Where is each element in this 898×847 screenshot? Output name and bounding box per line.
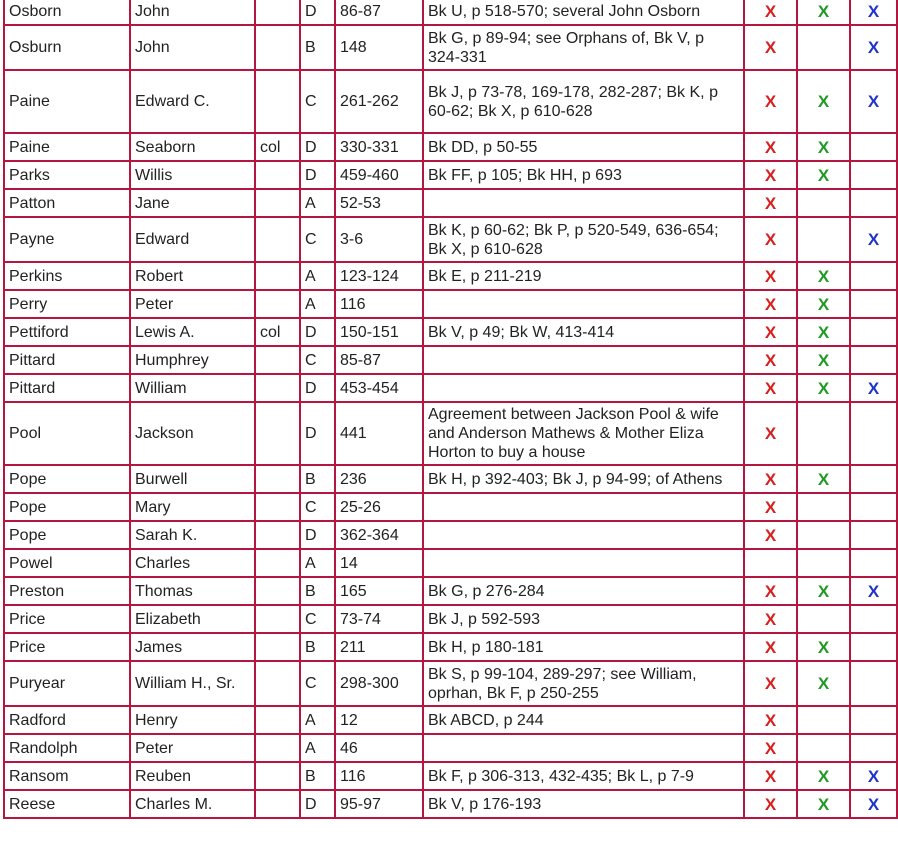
pages-cell: 453-454: [335, 374, 423, 402]
green-x-mark: X: [817, 1, 830, 21]
green-x-mark: X: [817, 637, 830, 657]
table-row: [4, 577, 897, 605]
surname-cell: Paine: [4, 133, 130, 161]
red-x-mark: X: [764, 92, 777, 111]
mark-blue-cell: [850, 465, 897, 493]
references-cell: Bk S, p 99-104, 289-297; see William, oprhan, Bk F, p 250-255: [423, 661, 744, 706]
blue-x-mark: X: [867, 38, 880, 57]
category-cell: D: [300, 402, 335, 465]
category-cell: A: [300, 290, 335, 318]
category-cell: D: [300, 133, 335, 161]
given-name-cell: Willis: [130, 161, 255, 189]
red-x-mark: X: [764, 609, 777, 629]
mark-red-cell: [744, 189, 797, 217]
mark-green-cell: [797, 577, 850, 605]
green-x-mark: X: [817, 581, 830, 601]
table-row: [4, 734, 897, 762]
note-cell: [255, 465, 300, 493]
mark-green-cell: [797, 465, 850, 493]
red-x-mark: X: [764, 230, 777, 249]
green-x-mark: X: [817, 674, 830, 693]
given-name-cell: Edward C.: [130, 70, 255, 133]
references-cell: Bk E, p 211-219: [423, 262, 744, 290]
mark-red-cell: [744, 161, 797, 189]
mark-green-cell: [797, 605, 850, 633]
surname-cell: Ransom: [4, 762, 130, 790]
mark-blue-cell: [850, 189, 897, 217]
green-x-mark: X: [817, 165, 830, 185]
pages-cell: 459-460: [335, 161, 423, 189]
category-cell: A: [300, 262, 335, 290]
mark-red-cell: [744, 70, 797, 133]
mark-green-cell: [797, 633, 850, 661]
references-cell: Bk V, p 176-193: [423, 790, 744, 818]
pages-cell: 52-53: [335, 189, 423, 217]
surname-cell: Perkins: [4, 262, 130, 290]
pages-cell: 330-331: [335, 133, 423, 161]
surname-cell: Powel: [4, 549, 130, 577]
surname-cell: Radford: [4, 706, 130, 734]
table-row: [4, 262, 897, 290]
green-x-mark: X: [817, 794, 830, 814]
given-name-cell: Mary: [130, 493, 255, 521]
given-name-cell: Jane: [130, 189, 255, 217]
surname-cell: Reese: [4, 790, 130, 818]
mark-green-cell: [797, 161, 850, 189]
surname-cell: Pope: [4, 465, 130, 493]
mark-green-cell: [797, 189, 850, 217]
mark-blue-cell: [850, 25, 897, 70]
references-cell: Bk K, p 60-62; Bk P, p 520-549, 636-654; Bk X, p 610-628: [423, 217, 744, 262]
blue-x-mark: X: [867, 230, 880, 249]
mark-red-cell: [744, 577, 797, 605]
table-row: [4, 402, 897, 465]
given-name-cell: Jackson: [130, 402, 255, 465]
pages-cell: 148: [335, 25, 423, 70]
mark-blue-cell: [850, 633, 897, 661]
mark-blue-cell: [850, 790, 897, 818]
mark-green-cell: [797, 734, 850, 762]
pages-cell: 211: [335, 633, 423, 661]
given-name-cell: John: [130, 0, 255, 25]
note-cell: [255, 493, 300, 521]
pages-cell: 86-87: [335, 0, 423, 25]
given-name-cell: Henry: [130, 706, 255, 734]
pages-cell: 236: [335, 465, 423, 493]
surname-cell: Price: [4, 605, 130, 633]
mark-green-cell: [797, 217, 850, 262]
mark-green-cell: [797, 549, 850, 577]
note-cell: [255, 605, 300, 633]
mark-blue-cell: [850, 521, 897, 549]
pages-cell: 25-26: [335, 493, 423, 521]
table-row: [4, 493, 897, 521]
note-cell: col: [255, 318, 300, 346]
table-row: [4, 0, 897, 25]
pages-cell: 362-364: [335, 521, 423, 549]
mark-green-cell: [797, 661, 850, 706]
mark-red-cell: [744, 318, 797, 346]
references-cell: Bk H, p 392-403; Bk J, p 94-99; of Athens: [423, 465, 744, 493]
mark-blue-cell: [850, 577, 897, 605]
records-table: [3, 0, 898, 819]
blue-x-mark: X: [867, 92, 880, 111]
table-row: [4, 549, 897, 577]
references-cell: [423, 346, 744, 374]
red-x-mark: X: [764, 1, 777, 21]
table-row: [4, 70, 897, 133]
note-cell: [255, 189, 300, 217]
mark-blue-cell: [850, 290, 897, 318]
given-name-cell: Elizabeth: [130, 605, 255, 633]
blue-x-mark: X: [867, 1, 880, 21]
mark-green-cell: [797, 0, 850, 25]
red-x-mark: X: [764, 525, 777, 545]
mark-blue-cell: [850, 493, 897, 521]
surname-cell: Parks: [4, 161, 130, 189]
green-x-mark: X: [817, 137, 830, 157]
table-row: [4, 318, 897, 346]
mark-green-cell: [797, 133, 850, 161]
mark-blue-cell: [850, 346, 897, 374]
red-x-mark: X: [764, 738, 777, 758]
green-x-mark: X: [817, 469, 830, 489]
mark-red-cell: [744, 25, 797, 70]
green-x-mark: X: [817, 378, 830, 398]
mark-green-cell: [797, 290, 850, 318]
category-cell: A: [300, 549, 335, 577]
mark-red-cell: [744, 346, 797, 374]
mark-green-cell: [797, 262, 850, 290]
given-name-cell: Sarah K.: [130, 521, 255, 549]
mark-green-cell: [797, 374, 850, 402]
surname-cell: Pool: [4, 402, 130, 465]
category-cell: B: [300, 762, 335, 790]
surname-cell: Pettiford: [4, 318, 130, 346]
note-cell: [255, 262, 300, 290]
table-row: [4, 633, 897, 661]
table-row: [4, 290, 897, 318]
note-cell: [255, 70, 300, 133]
table-row: [4, 161, 897, 189]
references-cell: [423, 290, 744, 318]
table-row: [4, 762, 897, 790]
table-row: [4, 706, 897, 734]
mark-red-cell: [744, 521, 797, 549]
given-name-cell: Lewis A.: [130, 318, 255, 346]
mark-red-cell: [744, 465, 797, 493]
green-x-mark: X: [817, 766, 830, 786]
given-name-cell: Robert: [130, 262, 255, 290]
red-x-mark: X: [764, 710, 777, 730]
references-cell: Bk J, p 592-593: [423, 605, 744, 633]
category-cell: C: [300, 493, 335, 521]
pages-cell: 116: [335, 290, 423, 318]
category-cell: A: [300, 189, 335, 217]
mark-blue-cell: [850, 0, 897, 25]
mark-blue-cell: [850, 161, 897, 189]
given-name-cell: Burwell: [130, 465, 255, 493]
surname-cell: Patton: [4, 189, 130, 217]
mark-green-cell: [797, 762, 850, 790]
note-cell: [255, 706, 300, 734]
table-row: [4, 521, 897, 549]
category-cell: C: [300, 70, 335, 133]
surname-cell: Pope: [4, 493, 130, 521]
pages-cell: 12: [335, 706, 423, 734]
mark-red-cell: [744, 290, 797, 318]
red-x-mark: X: [764, 469, 777, 489]
mark-red-cell: [744, 706, 797, 734]
table-row: [4, 465, 897, 493]
note-cell: [255, 374, 300, 402]
category-cell: D: [300, 318, 335, 346]
green-x-mark: X: [817, 322, 830, 342]
mark-green-cell: [797, 493, 850, 521]
surname-cell: Pittard: [4, 346, 130, 374]
category-cell: B: [300, 465, 335, 493]
note-cell: [255, 790, 300, 818]
records-body: [4, 0, 897, 818]
category-cell: D: [300, 521, 335, 549]
mark-red-cell: [744, 549, 797, 577]
pages-cell: 116: [335, 762, 423, 790]
given-name-cell: John: [130, 25, 255, 70]
note-cell: [255, 577, 300, 605]
table-row: [4, 790, 897, 818]
table-row: [4, 133, 897, 161]
red-x-mark: X: [764, 637, 777, 657]
table-row: [4, 374, 897, 402]
mark-green-cell: [797, 706, 850, 734]
mark-blue-cell: [850, 706, 897, 734]
red-x-mark: X: [764, 322, 777, 342]
surname-cell: Randolph: [4, 734, 130, 762]
blue-x-mark: X: [867, 766, 880, 786]
red-x-mark: X: [764, 266, 777, 286]
note-cell: [255, 290, 300, 318]
mark-blue-cell: [850, 734, 897, 762]
mark-blue-cell: [850, 402, 897, 465]
pages-cell: 441: [335, 402, 423, 465]
note-cell: col: [255, 133, 300, 161]
note-cell: [255, 25, 300, 70]
note-cell: [255, 346, 300, 374]
surname-cell: Osborn: [4, 0, 130, 25]
given-name-cell: Peter: [130, 290, 255, 318]
red-x-mark: X: [764, 424, 777, 443]
note-cell: [255, 762, 300, 790]
mark-blue-cell: [850, 661, 897, 706]
mark-blue-cell: [850, 217, 897, 262]
category-cell: B: [300, 577, 335, 605]
blue-x-mark: X: [867, 581, 880, 601]
red-x-mark: X: [764, 766, 777, 786]
red-x-mark: X: [764, 674, 777, 693]
red-x-mark: X: [764, 137, 777, 157]
note-cell: [255, 0, 300, 25]
references-cell: Bk G, p 276-284: [423, 577, 744, 605]
category-cell: A: [300, 734, 335, 762]
references-cell: [423, 549, 744, 577]
given-name-cell: Humphrey: [130, 346, 255, 374]
table-row: [4, 605, 897, 633]
given-name-cell: Thomas: [130, 577, 255, 605]
mark-red-cell: [744, 217, 797, 262]
surname-cell: Price: [4, 633, 130, 661]
mark-green-cell: [797, 346, 850, 374]
red-x-mark: X: [764, 193, 777, 213]
references-cell: Bk G, p 89-94; see Orphans of, Bk V, p 324-331: [423, 25, 744, 70]
mark-blue-cell: [850, 605, 897, 633]
references-cell: Bk FF, p 105; Bk HH, p 693: [423, 161, 744, 189]
given-name-cell: Charles: [130, 549, 255, 577]
references-cell: Bk H, p 180-181: [423, 633, 744, 661]
surname-cell: Puryear: [4, 661, 130, 706]
category-cell: A: [300, 706, 335, 734]
mark-red-cell: [744, 0, 797, 25]
note-cell: [255, 661, 300, 706]
mark-red-cell: [744, 762, 797, 790]
references-cell: Bk J, p 73-78, 169-178, 282-287; Bk K, p 60-62; Bk X, p 610-628: [423, 70, 744, 133]
blue-x-mark: X: [867, 378, 880, 398]
red-x-mark: X: [764, 38, 777, 57]
red-x-mark: X: [764, 581, 777, 601]
references-cell: Agreement between Jackson Pool & wife and Anderson Mathews & Mother Eliza Horton to buy a house: [423, 402, 744, 465]
category-cell: C: [300, 346, 335, 374]
surname-cell: Preston: [4, 577, 130, 605]
category-cell: D: [300, 161, 335, 189]
note-cell: [255, 549, 300, 577]
given-name-cell: William: [130, 374, 255, 402]
given-name-cell: Seaborn: [130, 133, 255, 161]
surname-cell: Pope: [4, 521, 130, 549]
note-cell: [255, 734, 300, 762]
references-cell: Bk U, p 518-570; several John Osborn: [423, 0, 744, 25]
table-row: [4, 25, 897, 70]
references-cell: [423, 374, 744, 402]
mark-blue-cell: [850, 262, 897, 290]
given-name-cell: Peter: [130, 734, 255, 762]
category-cell: D: [300, 374, 335, 402]
red-x-mark: X: [764, 294, 777, 314]
category-cell: D: [300, 0, 335, 25]
mark-blue-cell: [850, 762, 897, 790]
note-cell: [255, 633, 300, 661]
mark-green-cell: [797, 70, 850, 133]
category-cell: C: [300, 605, 335, 633]
mark-green-cell: [797, 521, 850, 549]
references-cell: Bk DD, p 50-55: [423, 133, 744, 161]
references-cell: Bk V, p 49; Bk W, 413-414: [423, 318, 744, 346]
surname-cell: Paine: [4, 70, 130, 133]
mark-red-cell: [744, 374, 797, 402]
red-x-mark: X: [764, 350, 777, 370]
surname-cell: Pittard: [4, 374, 130, 402]
pages-cell: 14: [335, 549, 423, 577]
green-x-mark: X: [817, 294, 830, 314]
given-name-cell: William H., Sr.: [130, 661, 255, 706]
red-x-mark: X: [764, 794, 777, 814]
mark-red-cell: [744, 790, 797, 818]
blue-x-mark: X: [867, 794, 880, 814]
mark-green-cell: [797, 25, 850, 70]
green-x-mark: X: [817, 92, 830, 111]
references-cell: Bk F, p 306-313, 432-435; Bk L, p 7-9: [423, 762, 744, 790]
note-cell: [255, 521, 300, 549]
pages-cell: 150-151: [335, 318, 423, 346]
surname-cell: Perry: [4, 290, 130, 318]
note-cell: [255, 217, 300, 262]
mark-green-cell: [797, 402, 850, 465]
mark-red-cell: [744, 402, 797, 465]
mark-red-cell: [744, 133, 797, 161]
mark-red-cell: [744, 633, 797, 661]
references-cell: [423, 189, 744, 217]
mark-blue-cell: [850, 549, 897, 577]
surname-cell: Osburn: [4, 25, 130, 70]
category-cell: B: [300, 25, 335, 70]
mark-blue-cell: [850, 374, 897, 402]
red-x-mark: X: [764, 378, 777, 398]
table-row: [4, 661, 897, 706]
references-cell: Bk ABCD, p 244: [423, 706, 744, 734]
references-cell: [423, 493, 744, 521]
table-row: [4, 217, 897, 262]
mark-green-cell: [797, 318, 850, 346]
pages-cell: 298-300: [335, 661, 423, 706]
mark-blue-cell: [850, 70, 897, 133]
pages-cell: 3-6: [335, 217, 423, 262]
green-x-mark: X: [817, 266, 830, 286]
category-cell: C: [300, 661, 335, 706]
category-cell: D: [300, 790, 335, 818]
given-name-cell: Edward: [130, 217, 255, 262]
mark-red-cell: [744, 262, 797, 290]
mark-red-cell: [744, 734, 797, 762]
note-cell: [255, 402, 300, 465]
mark-green-cell: [797, 790, 850, 818]
given-name-cell: Reuben: [130, 762, 255, 790]
mark-red-cell: [744, 605, 797, 633]
references-cell: [423, 734, 744, 762]
pages-cell: 73-74: [335, 605, 423, 633]
category-cell: B: [300, 633, 335, 661]
mark-blue-cell: [850, 133, 897, 161]
red-x-mark: X: [764, 497, 777, 517]
references-cell: [423, 521, 744, 549]
mark-blue-cell: [850, 318, 897, 346]
pages-cell: 165: [335, 577, 423, 605]
green-x-mark: X: [817, 350, 830, 370]
table-row: [4, 346, 897, 374]
given-name-cell: Charles M.: [130, 790, 255, 818]
given-name-cell: James: [130, 633, 255, 661]
table-row: [4, 189, 897, 217]
note-cell: [255, 161, 300, 189]
pages-cell: 95-97: [335, 790, 423, 818]
category-cell: C: [300, 217, 335, 262]
mark-red-cell: [744, 493, 797, 521]
pages-cell: 85-87: [335, 346, 423, 374]
surname-cell: Payne: [4, 217, 130, 262]
pages-cell: 123-124: [335, 262, 423, 290]
red-x-mark: X: [764, 165, 777, 185]
pages-cell: 46: [335, 734, 423, 762]
mark-red-cell: [744, 661, 797, 706]
pages-cell: 261-262: [335, 70, 423, 133]
